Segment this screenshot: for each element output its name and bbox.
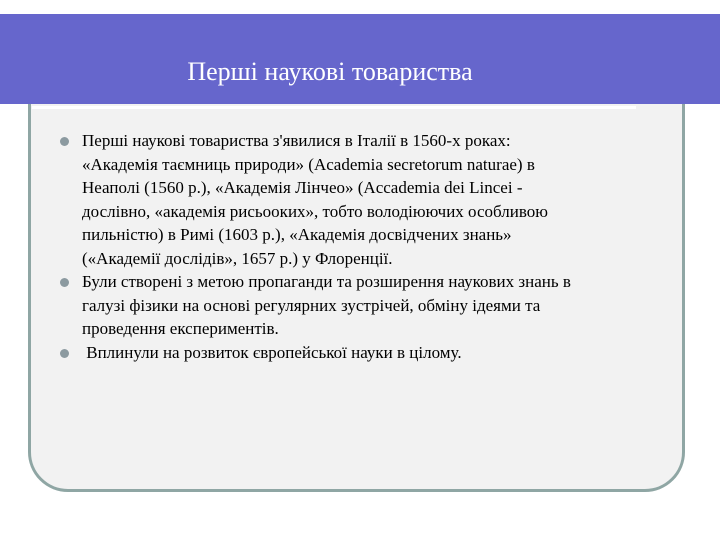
bullet-item-2 [60,270,670,341]
bullet-line: Неаполі (1560 р.), «Академія Лінчео» (Accademia dei Lincei - [82,178,523,197]
title-underline [32,106,636,109]
bullet-line: Вплинули на розвиток європейської науки в цілому. [82,342,462,362]
bullet-dot-icon [60,349,69,358]
banner-tail [678,14,720,104]
title-banner [0,14,720,104]
bullet-line: Були створені з метою пропаганди та розширення наукових знань в [82,272,571,291]
bullet-line: пильністю) в Римі (1603 р.), «Академія досвідчених знань» [82,225,512,244]
bullet-dot-icon [60,137,69,146]
bullet-item-1 [60,129,670,270]
bullet-line: («Академії дослідів», 1657 р.) у Флоренції. [82,248,393,268]
bullet-line: «Академія таємниць природи» (Academia secretorum naturae) в [82,154,535,174]
bullet-list [60,129,670,364]
bullet-line: проведення експериментів. [82,319,279,338]
bullet-item-3 [60,341,670,365]
bullet-dot-icon [60,278,69,287]
bullet-line: Перші наукові товариства з'явилися в Італії в 1560-х роках: [82,131,511,150]
bullet-line: галузі фізики на основі регулярних зустрічей, обміну ідеями та [82,295,541,315]
bullet-line: дослівно, «академія рисьооких», тобто володіюючих особливою [82,201,548,221]
slide-title: Перші наукові товариства [187,57,473,86]
